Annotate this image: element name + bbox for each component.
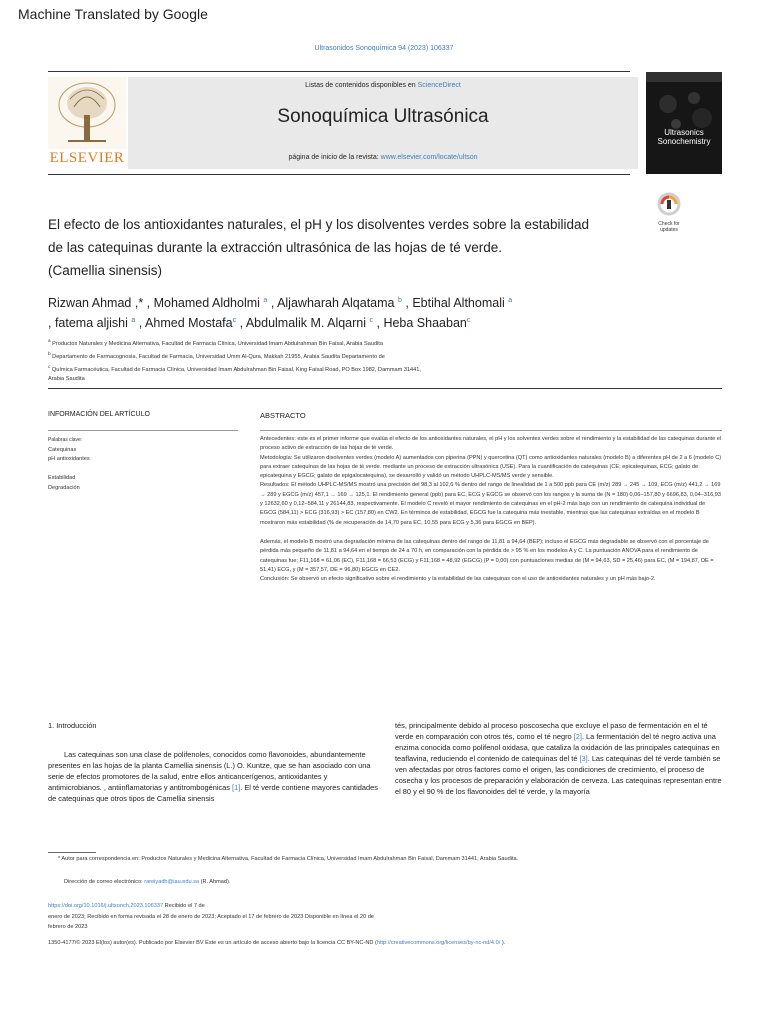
license-link[interactable]: http://creativecommons.org/licenses/by-nc-nd/4.0/ [376, 940, 501, 946]
title-line3: (Camellia sinensis) [48, 263, 163, 278]
affiliation-item [48, 349, 638, 362]
abstract-paragraph: Metodología: Se utilizaron disolventes verdes (modelo A) aumentados con piperina (PPN) y quercetina (QT) como antioxidantes naturales (modelo B) a diferentes pH de 2 a 6 (modelo C) para extraer catequinas de las hojas de té verde. mediante un proceso de extracción ultrasónica (USE). Para la cuantificación de catequinas (CE; epicatequinas, ECG; galato de epicatequina y EGCG; galato de epigalocatequina), se desarrolló y validó un método UHPLC-MS/MS verde y sensible. [260, 454, 722, 480]
abstract-heading: ABSTRACTO [260, 411, 306, 420]
author-affiliation-sup[interactable]: c [369, 317, 374, 325]
cover-title-line2: Sonochemistry [657, 137, 711, 146]
affiliation-text: Química Farmacéutica, Facultad de Farmacia Clínica, Universidad Imam Abdulrahman Bin Faisal, King Faisal Road, PO Box 1982, Dammam 31441, [51, 366, 421, 373]
author-name[interactable]: , Abdulmalik M. Alqarni [239, 316, 367, 331]
body-column-left [48, 720, 378, 804]
doi-suffix: Recibido el 7 de [163, 903, 205, 909]
citation-link[interactable]: [1] [232, 783, 241, 792]
check-for-updates-label [652, 221, 686, 233]
abstract-gap [260, 528, 722, 538]
affiliation-text: Productos Naturales y Medicina Alternativa, Facultad de Farmacia Clínica, Universidad Imam Abdulrahman Bin Faisal, Arabia Saudita [52, 340, 383, 347]
citation-link[interactable]: [3] [579, 754, 588, 763]
author-affiliation-sup[interactable]: b [398, 297, 402, 304]
sciencedirect-link[interactable]: ScienceDirect [417, 82, 461, 89]
body-text: Las catequinas son una clase de polifenoles, conocidos como flavonoides, abundantemente presentes en las hojas de la planta Camellia sinensis (L.) O. Kuntze, que se han asociado con una serie de efectos promotores de la salud, entre ellos anticancerígenos, antioxidantes y antimicrobianos. , antiinflamatorias y antitrombogénicas [48, 750, 371, 792]
check-line2: updates [660, 227, 678, 233]
keyword-item: Estabilidad [48, 475, 76, 482]
footnote-rule [48, 852, 96, 853]
dates-line: febrero de 2023 [48, 924, 88, 930]
citation-link[interactable]: [2] [573, 732, 582, 741]
keywords-label: Palabras clave: [48, 437, 83, 443]
journal-title: Sonoquímica Ultrasónica [277, 106, 489, 127]
doi-dates [48, 901, 468, 933]
info-rule [48, 430, 238, 431]
cover-stripe [646, 72, 722, 82]
author-name[interactable]: Rizwan Ahmad ,* [48, 296, 144, 311]
journal-cover-image [646, 72, 722, 174]
affiliation-tail: Arabia Saudita [48, 375, 85, 382]
contents-prefix: Listas de contenidos disponibles en [305, 82, 418, 89]
abstract-body [260, 435, 722, 584]
abstract-paragraph: Además, el modelo B mostró una degradación mínima de las catequinas dentro del rango de 11,81 a 94,64 (BEP); incluso el EGCG más degradable se observó con el porcentaje de pérdida más pequeño de 11,81 a 94,64 en el tiempo de 24 a 70 h, en comparación con la pérdida de > 95 % en los modelos A y C. La puntuación ANOVA para el rendimiento de catequinas fue; F11,168 = 61,06 (EC), F11,168 = 66,53 (ECG) y F11,168 = 48,92 (EGCG) (P = 0,00) con puntuaciones medias de (M = 94,63, SD = 25,46) para EC, (M = 194,87, DE = 51,41) ECG, y (M = 357,57, DE = 96,80) EGCG en CE2. [260, 538, 714, 573]
license-suffix: ). [500, 940, 506, 946]
author-affiliation-sup[interactable]: a [508, 297, 513, 304]
abstract-rule [260, 430, 722, 431]
journal-reference-link[interactable]: Ultrasonidos Sonoquímica 94 (2023) 106337 [314, 45, 454, 52]
body-paragraph [48, 749, 378, 804]
homepage-link[interactable]: www.elsevier.com/locate/ultson [380, 154, 478, 161]
body-text: . Las catequinas del té verde también se ven afectadas por otros factores como el origen, las condiciones de crecimiento, el proceso de cosecha y los procesos de preparación y elaboración de cerveza. Las catequinas representan entre el 80 y el 90 % de los flavonoides del té verde, y la mayoría [395, 754, 722, 796]
keywords [48, 436, 90, 494]
author-name[interactable]: , Aljawharah Alqatama [270, 296, 395, 311]
author-name[interactable]: , Ebtihal Althomali [405, 296, 505, 311]
cover-title [646, 128, 722, 146]
body-column-right [395, 720, 725, 797]
author-affiliation-sup[interactable]: a [263, 297, 268, 304]
affiliation-sup: a [48, 338, 51, 343]
author-affiliation-sup[interactable]: c [466, 317, 471, 325]
contents-line [128, 82, 638, 89]
doi-line [48, 901, 468, 912]
email-suffix: (R. Ahmad). [199, 879, 231, 885]
homepage-prefix: página de inicio de la revista: [288, 154, 381, 161]
email-prefix: Dirección de correo electrónico: [64, 879, 145, 885]
correspondence-note: * Autor para correspondencia en: Productos Naturales y Medicina Alternativa, Facultad de Farmacia Clínica, Universidad Imam Abdulrahman Bin Faisal, Dammam 31441, Arabia Saudita. [58, 856, 519, 862]
section-heading: 1. Introducción [48, 721, 97, 730]
homepage-line [128, 154, 638, 161]
machine-translated-label: Machine Translated by Google [18, 6, 208, 22]
body-text: . La fermentación del té negro activa una enzima conocida como polifenol oxidasa, que cataliza la oxidación de las principales catequinas en teaflavina, reduciendo el contenido de catequinas del té [395, 732, 720, 763]
affiliation-item [48, 336, 638, 349]
check-for-updates-icon [652, 192, 686, 216]
author-name[interactable]: , Ahmed Mostafa [138, 316, 233, 331]
keyword-item: pH antioxidantes [48, 456, 90, 463]
abstract-paragraph: Antecedentes: este es el primer informe que evalúa el efecto de los antioxidantes naturales, el pH y los solventes verdes sobre el rendimiento y la estabilidad de las catequinas durante el proceso activo de extracción de las hojas de té verde. [260, 436, 722, 452]
check-for-updates-button[interactable] [652, 192, 686, 233]
license-line [48, 940, 748, 946]
affiliation-sup: c [48, 363, 51, 369]
header-top-rule [48, 71, 630, 72]
email-link[interactable]: rareiyadh@iau.edu.sa [144, 879, 200, 885]
elsevier-wordmark: ELSEVIER [49, 150, 125, 166]
title-line2: de las catequinas durante la extracción ultrasónica de las hojas de té verde. [48, 240, 503, 255]
affiliation-item [48, 362, 638, 375]
abstract-paragraph: Resultados: El método UHPLC-MS/MS mostró una precisión del 98,3 al 102,6 % dentro del rango de linealidad de 1 a 500 ppb para CE (m/z) 289 → 245 → 109, ECG (m/z) 441,2 → 169 → 289 y EGCG (m/z) 457,1 → 169 → 125,1. El rendimiento general (ppb) para EC, ECG y EGCG se observó con los rangos y la suma de (N = 180) 0,06–157,80 y 6696,83, 0,04–316,93 y 12632,60 y 0,12–584,11 y 26144,83, respectivamente. El modelo C reveló el mayor rendimiento de catequinas en el pH-2 más bajo con un rendimiento de catequina individual de EGCG (584,11) > ECG (316,93) > EC (157,80) en CW2. En términos de estabilidad, EGCG fue la catequina más inestable, mientras que las catequinas extraídas en el modelo B mostraron más estabilidad (% de recuperación de 14,70 para EC, 10,55 para ECG y 5,36 para EGCG en BEP). [260, 482, 721, 526]
author-list [48, 292, 638, 332]
doi-link[interactable]: https://doi.org/10.1016/j.ultsonch.2023.106337 [48, 903, 164, 909]
header-bottom-rule [48, 174, 630, 175]
section-rule [48, 388, 722, 389]
body-text: . El té verde contiene mayores cantidades de catequinas que otros tipos de Camellia sinensis [48, 783, 378, 803]
affiliation-sup: b [48, 350, 51, 356]
abstract-paragraph: Conclusión: Se observó un efecto significativo sobre el rendimiento y la estabilidad de las catequinas con el uso de antioxidantes naturales y un pH más bajo-2. [260, 576, 656, 583]
author-affiliation-sup[interactable]: c [232, 317, 237, 325]
title-line1: El efecto de los antioxidantes naturales, el pH y los disolventes verdes sobre la estabilidad [48, 217, 590, 232]
body-paragraph [395, 720, 725, 797]
keyword-item: Degradación [48, 484, 80, 491]
author-name[interactable]: , Mohamed Aldholmi [146, 296, 260, 311]
article-title [48, 213, 638, 282]
check-line1: Check for [658, 221, 680, 227]
keyword-item: Catequinas [48, 446, 77, 453]
author-name[interactable]: , fatema aljishi [48, 316, 128, 331]
affiliations [48, 336, 638, 384]
email-note [64, 879, 230, 885]
dates-line: enero de 2023; Recibido en forma revisada el 28 de enero de 2023; Aceptado el 17 de febrero de 2023 Disponible en línea el 20 de [48, 913, 374, 920]
cover-title-line1: Ultrasonics [664, 128, 704, 137]
affiliation-text: Departamento de Farmacognosia, Facultad de Farmacia, Universidad Umm Al-Qura, Makkah 21955, Arabia Saudita Departamento de [52, 353, 385, 360]
body-text: tés, principalmente debido al proceso poscosecha que excluye el paso de fermentación en el té verde en comparación con otros tés, como el té negro [395, 721, 708, 741]
license-prefix: 1350-4177/© 2023 El(los) autor(es). Publicado por Elsevier BV Este es un artículo de acceso abierto bajo la licencia CC BY-NC-ND ( [48, 940, 377, 946]
author-affiliation-sup[interactable]: a [131, 317, 136, 325]
author-name[interactable]: , Heba Shaaban [376, 316, 467, 331]
keyword-item [48, 465, 90, 475]
article-info-heading: INFORMACIÓN DEL ARTÍCULO [48, 411, 150, 418]
